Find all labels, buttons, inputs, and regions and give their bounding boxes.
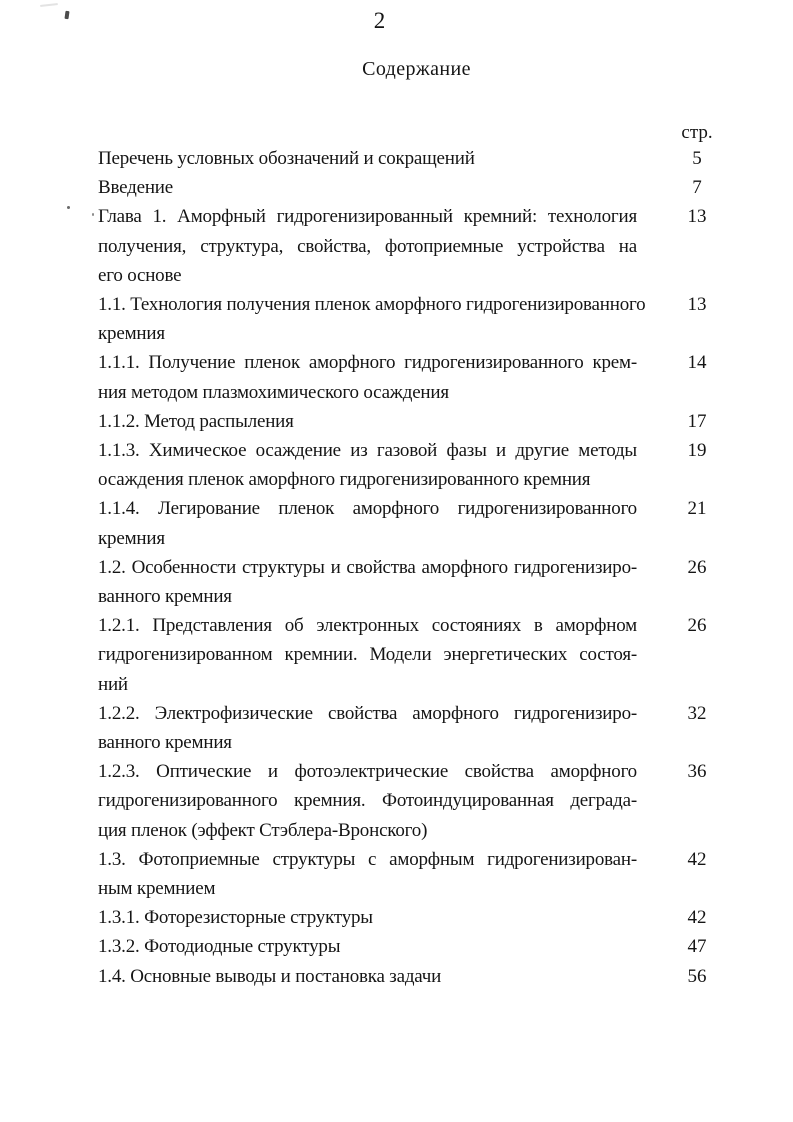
toc-entry-line: ция пленок (эффект Стэблера-Вронского) [98,819,428,841]
toc-entry-text [98,173,637,202]
toc-entry-text [98,757,637,845]
toc-entry-line: 1.1.4. Легирование пленок аморфного гидрогенизированного [98,498,637,520]
toc-entry [98,173,757,202]
toc-entry-line: кремния [98,323,165,345]
toc-entry [98,494,757,552]
toc-entry-line: 1.1. Технология получения пленок аморфного гидрогенизированного [98,294,646,316]
toc-entry-line: 1.1.3. Химическое осаждение из газовой фазы и другие методы [98,440,637,462]
toc-entry-line: 1.2.1. Представления об электронных состояниях в аморфном [98,615,637,637]
toc-entry-text [98,553,637,611]
toc-entry-line: 1.1.2. Метод распыления [98,410,294,432]
toc-entry [98,611,757,699]
toc-entry-line: ния методом плазмохимического осаждения [98,381,449,403]
scan-artifact [40,3,58,7]
toc-entry-line: получения, структура, свойства, фотоприемные устройства на [98,235,637,257]
toc-entry [98,757,757,845]
toc-entry-line: 1.1.1. Получение пленок аморфного гидрогенизированного крем- [98,352,637,374]
scan-artifact [92,213,94,216]
scan-artifact [67,206,70,209]
toc-entry-text [98,407,637,436]
toc-entry-page: 19 [687,440,707,462]
toc-entry-line: 1.3. Фотоприемные структуры с аморфным гидрогенизирован- [98,848,637,870]
toc-entry-page: 5 [692,148,702,169]
toc-entry-text [98,932,637,961]
toc-entry [98,962,757,991]
toc-entry-text [98,903,637,932]
toc-entry-page: 42 [687,907,707,929]
toc-entry-line: Глава 1. Аморфный гидрогенизированный кремний: технология [98,206,637,228]
toc-entry [98,845,757,903]
toc-entry [98,407,757,436]
toc-entry-line: гидрогенизированного кремния. Фотоиндуцированная деграда- [98,790,637,812]
toc-list [98,144,757,991]
toc-entry-page: 21 [687,498,707,520]
toc-entry-line: гидрогенизированном кремнии. Модели энергетических состоя- [98,644,637,666]
toc-entry-line: его основе [98,264,182,286]
toc-entry-page: 42 [687,848,707,870]
toc-entry-text [98,845,637,903]
toc-entry-text [98,611,637,699]
toc-entry-text [98,962,637,991]
toc-entry-text [98,290,646,348]
toc-entry-page: 17 [687,410,707,432]
toc-entry [98,348,757,406]
toc-entry [98,932,757,961]
toc-entry [98,553,757,611]
toc-entry-line: ванного кремния [98,586,232,608]
toc-entry-page: 36 [687,761,707,783]
toc-entry-line: 1.2.2. Электрофизические свойства аморфного гидрогенизиро- [98,702,637,724]
toc-entry-line: ным кремнием [98,878,216,900]
toc-entry-line: 1.4. Основные выводы и постановка задачи [98,965,442,987]
toc-entry-line: ванного кремния [98,732,232,754]
toc-entry-page: 26 [687,615,707,637]
toc-entry-line: 1.2.3. Оптические и фотоэлектрические свойства аморфного [98,761,637,783]
toc-entry-page: 7 [692,177,702,199]
toc-entry-text [98,494,637,552]
toc-title: Содержание [362,58,471,80]
toc-entry-page: 13 [687,294,707,316]
toc-entry-line: осаждения пленок аморфного гидрогенизированного кремния [98,469,591,491]
toc-entry-line: 1.3.2. Фотодиодные структуры [98,936,341,958]
toc-entry-text [98,436,637,494]
toc-entry-line: Перечень условных обозначений и сокращений [98,148,475,169]
toc-entry-page: 47 [687,936,707,958]
toc-entry-line: кремния [98,527,165,549]
toc-entry-page: 26 [687,556,707,578]
toc-entry-text [98,144,637,173]
toc-entry-line: 1.3.1. Фоторезисторные структуры [98,907,373,929]
toc-entry-text [98,699,637,757]
toc-entry [98,202,757,290]
toc-entry [98,144,757,173]
toc-entry [98,903,757,932]
toc-entry-page: 13 [687,206,707,228]
toc-entry [98,699,757,757]
toc-entry-page: 32 [687,702,707,724]
toc-entry [98,290,757,348]
toc-entry-line: Введение [98,177,173,199]
toc-entry [98,436,757,494]
page-number: 2 [373,8,386,33]
toc-entry-page: 56 [687,965,707,987]
toc-entry-page: 14 [687,352,707,374]
toc-entry-text [98,348,637,406]
toc-entry-line: 1.2. Особенности структуры и свойства аморфного гидрогенизиро- [98,556,637,578]
toc-entry-line: ний [98,673,128,695]
toc-entry-text [98,202,637,290]
page-column-header: стр. [681,122,713,143]
